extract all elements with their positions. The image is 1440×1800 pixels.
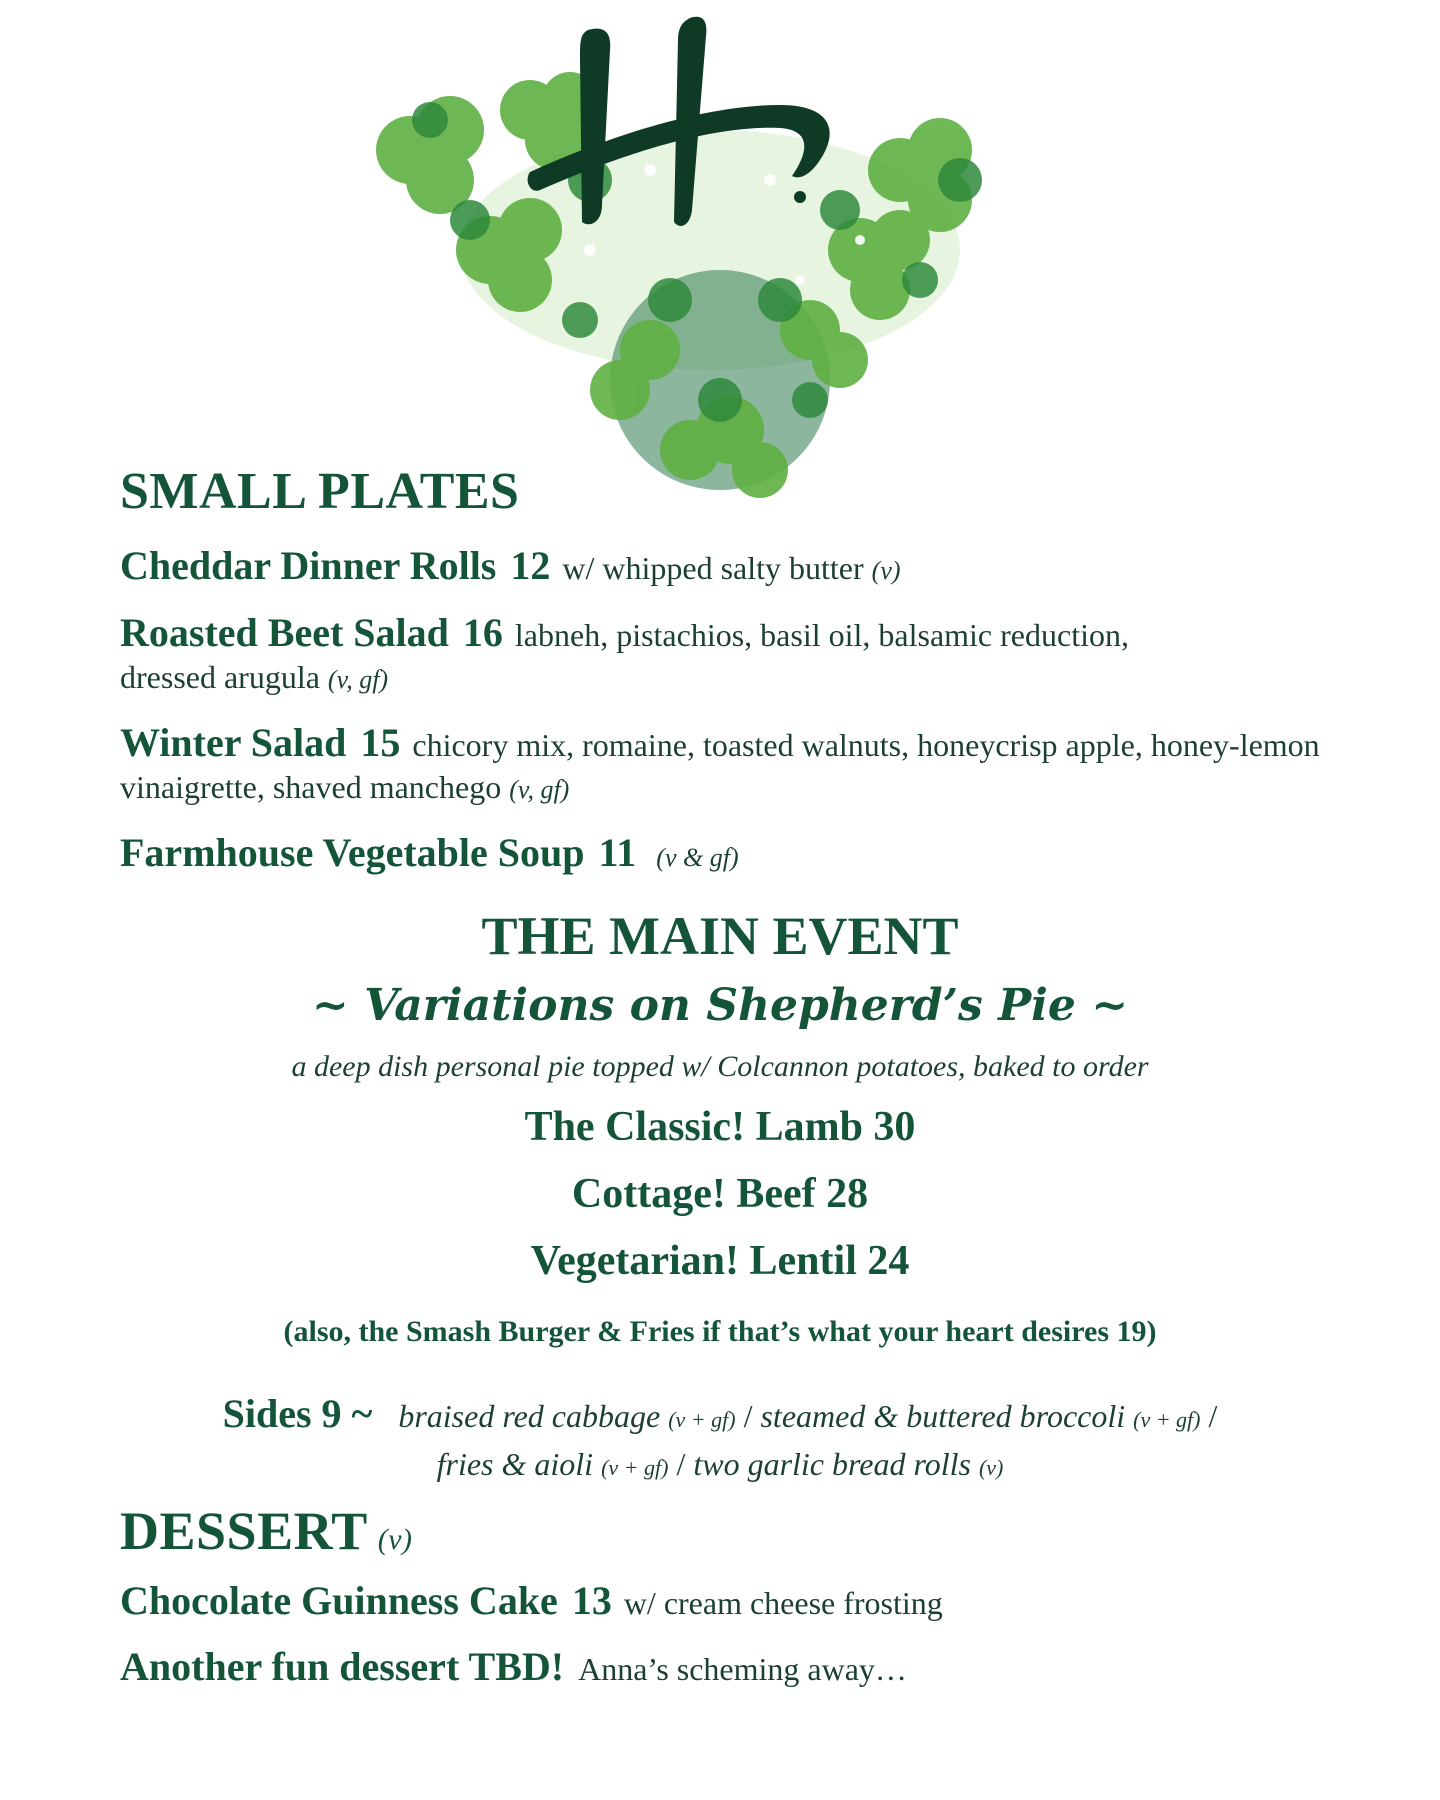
side-tag: (v + gf) xyxy=(601,1455,669,1480)
item-name: Cheddar Dinner Rolls xyxy=(120,543,497,588)
item-desc: chicory mix, romaine, toasted walnuts, honeycrisp apple, honey-lemon vinaigrette, shaved manchego xyxy=(120,727,1320,805)
item-desc: Anna’s scheming away… xyxy=(578,1651,907,1687)
item-price: 12 xyxy=(510,543,551,588)
sides-lead: Sides 9 ~ xyxy=(222,1391,373,1436)
item-price: 15 xyxy=(360,720,401,765)
pie-item: Cottage! Beef 28 xyxy=(571,1171,869,1217)
item-name: Roasted Beet Salad xyxy=(120,610,449,655)
smash-burger-note: (also, the Smash Burger & Fries if that’s what your heart desires 19) xyxy=(283,1315,1157,1348)
item-price: 11 xyxy=(598,830,637,875)
dessert-heading xyxy=(120,1500,413,1562)
dessert-heading-text: DESSERT xyxy=(120,1501,368,1561)
side-separator: / xyxy=(676,1446,686,1482)
side-separator: / xyxy=(743,1398,753,1434)
main-event-subtitle: ~ Variations on Shepherd’s Pie ~ xyxy=(311,980,1129,1031)
item-tag: (v, gf) xyxy=(327,665,389,694)
item-name: Chocolate Guinness Cake xyxy=(120,1578,558,1623)
menu-item xyxy=(120,832,1340,879)
sides-line-1 xyxy=(0,1392,1440,1442)
item-name: Farmhouse Vegetable Soup xyxy=(120,830,585,875)
side-item: steamed & buttered broccoli xyxy=(760,1398,1126,1434)
menu-item xyxy=(120,612,1180,701)
sides-section xyxy=(0,1392,1440,1490)
side-tag: (v + gf) xyxy=(668,1407,736,1432)
side-item: fries & aioli xyxy=(436,1446,594,1482)
pie-item: The Classic! Lamb 30 xyxy=(524,1104,916,1150)
menu-item xyxy=(120,722,1340,811)
item-name: Winter Salad xyxy=(120,720,347,765)
item-desc: w/ whipped salty butter xyxy=(562,550,864,586)
item-name: Another fun dessert TBD! xyxy=(120,1644,565,1689)
small-plates-heading: SMALL PLATES xyxy=(120,463,520,520)
pie-item: Vegetarian! Lentil 24 xyxy=(530,1238,910,1284)
shamrock-logo xyxy=(340,0,1100,520)
item-desc: w/ cream cheese frosting xyxy=(623,1585,943,1621)
item-price: 13 xyxy=(571,1578,612,1623)
side-tag: (v) xyxy=(978,1455,1004,1480)
side-separator: / xyxy=(1208,1398,1218,1434)
side-item: two garlic bread rolls xyxy=(693,1446,971,1482)
side-item: braised red cabbage xyxy=(398,1398,661,1434)
menu-item xyxy=(120,545,1340,592)
item-tag: (v) xyxy=(871,556,901,585)
menu-item xyxy=(120,1646,1340,1690)
main-event-description: a deep dish personal pie topped w/ Colcannon potatoes, baked to order xyxy=(291,1050,1149,1083)
item-tag: (v & gf) xyxy=(656,843,739,872)
dessert-heading-tag: (v) xyxy=(377,1523,413,1556)
menu-item xyxy=(120,1580,1340,1624)
main-event-heading: THE MAIN EVENT xyxy=(481,906,959,966)
side-tag: (v + gf) xyxy=(1133,1407,1201,1432)
sides-line-2 xyxy=(0,1442,1440,1490)
item-desc: labneh, pistachios, basil oil, balsamic reduction, dressed arugula xyxy=(120,617,1129,695)
item-price: 16 xyxy=(462,610,503,655)
item-tag: (v, gf) xyxy=(509,775,570,804)
